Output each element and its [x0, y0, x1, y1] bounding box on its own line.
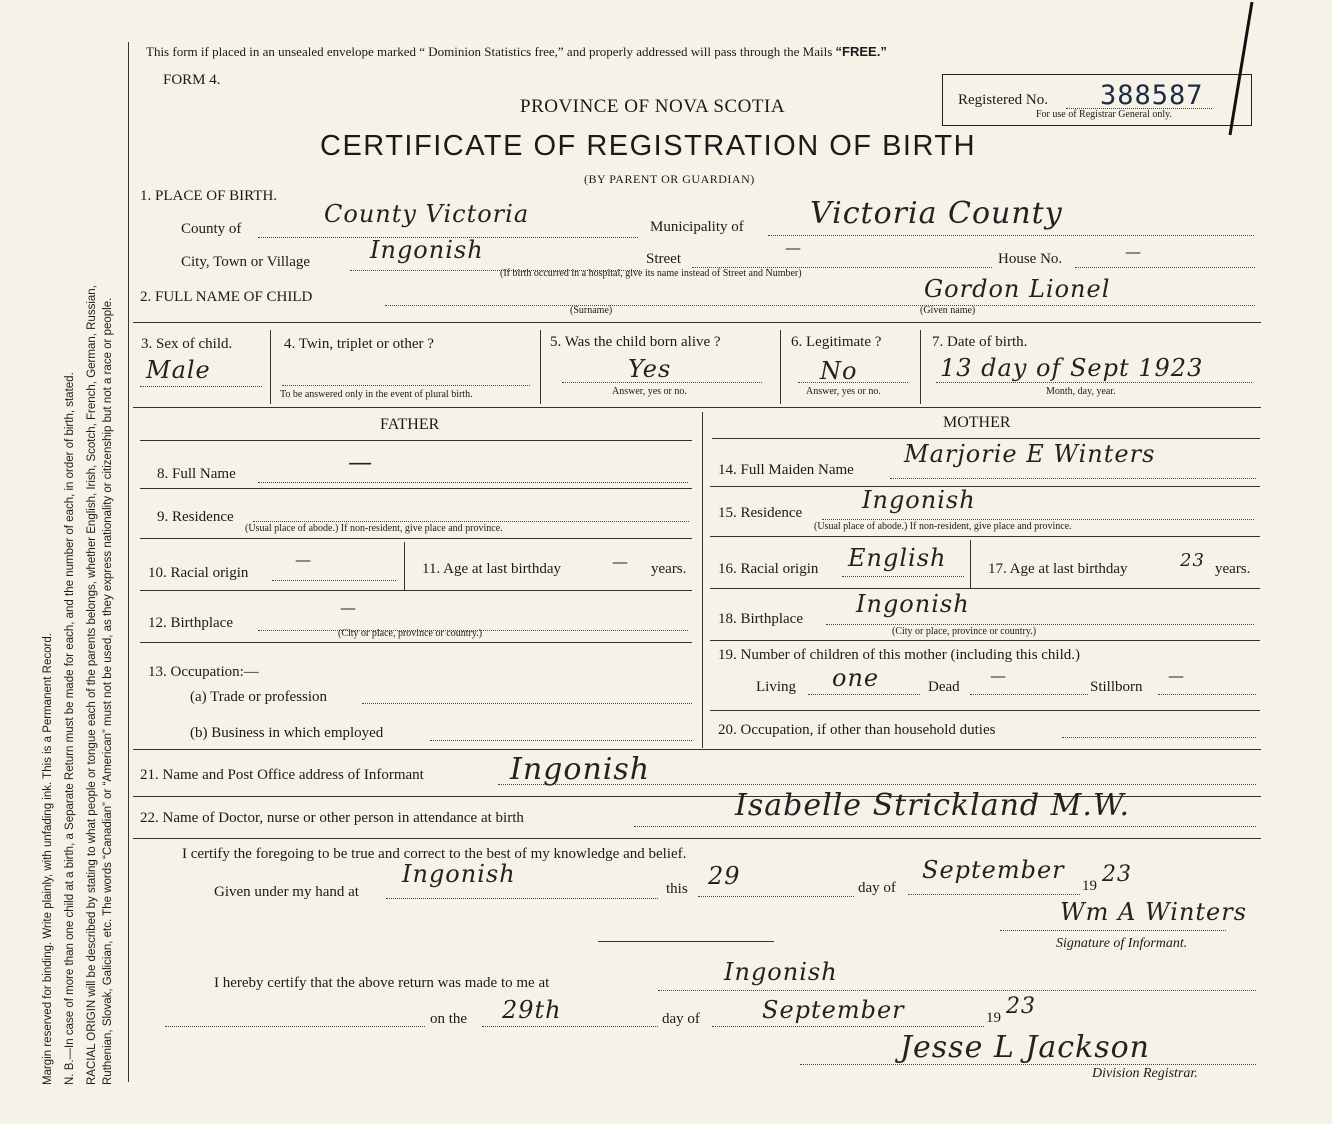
doctor-line	[634, 826, 1256, 827]
doctor-label: 22. Name of Doctor, nurse or other person in attendance at birth	[140, 810, 524, 826]
divider-4-5	[540, 330, 541, 404]
informant-label: 21. Name and Post Office address of Informant	[140, 767, 424, 783]
divider-3-4	[270, 330, 271, 404]
mother-row15-line	[710, 536, 1260, 537]
county-value: County Victoria	[324, 200, 530, 228]
legitimate-line	[798, 382, 908, 383]
child-name-label: 2. FULL NAME OF CHILD	[140, 289, 313, 305]
doctor-value: Isabelle Strickland M.W.	[735, 788, 1131, 823]
registrar-place-value: Ingonish	[724, 958, 838, 986]
father-race-age-divider	[404, 542, 405, 590]
father-birthplace-label: 12. Birthplace	[148, 615, 233, 631]
father-name-value: —	[348, 448, 373, 476]
mother-residence-note: (Usual place of abode.) If non-resident, give place and province.	[814, 521, 1072, 532]
mother-row18-line	[710, 640, 1260, 641]
mail-notice: This form if placed in an unsealed envelope marked “ Dominion Statistics free,” and properly addressed will pass through the Mails “FREE.”	[146, 44, 887, 59]
father-trade-line	[362, 703, 692, 704]
given-at-value: Ingonish	[402, 860, 516, 888]
registrar-day-of-label: day of	[662, 1011, 700, 1027]
municipality-line	[768, 235, 1254, 236]
legitimate-note: Answer, yes or no.	[806, 386, 881, 397]
living-label: Living	[756, 679, 796, 695]
year-suffix: 23	[1102, 862, 1132, 887]
place-of-birth-label: 1. PLACE OF BIRTH.	[140, 188, 278, 204]
child-name-line	[385, 305, 1255, 306]
registrar-month-value: September	[762, 996, 905, 1024]
mother-name-value: Marjorie E Winters	[904, 440, 1156, 468]
mother-age-label: 17. Age at last birthday	[988, 561, 1128, 577]
child-given-name: Gordon Lionel	[924, 275, 1111, 303]
living-line	[808, 694, 920, 695]
registrar-day-value: 29th	[502, 996, 562, 1024]
father-name-label: 8. Full Name	[157, 466, 236, 482]
registrar-signature-caption: Division Registrar.	[1092, 1066, 1198, 1081]
municipality-label: Municipality of	[650, 219, 744, 235]
mail-free: “FREE.”	[835, 44, 887, 59]
mother-residence-line	[822, 519, 1254, 520]
dob-label: 7. Date of birth.	[932, 334, 1028, 350]
row-3-bottom-line	[133, 407, 1261, 408]
margin-notes	[40, 25, 140, 1085]
municipality-value: Victoria County	[810, 196, 1063, 231]
margin-note-3: RACIAL ORIGIN will be described by stating to what people or tongue each of the parents belongs, whether English, Irish, Scotch, French, German, Russian,	[86, 285, 98, 1085]
day-of-label: day of	[858, 880, 896, 896]
month-line	[908, 894, 1080, 895]
registrar-day-line	[482, 1026, 658, 1027]
mother-name-label: 14. Full Maiden Name	[718, 462, 854, 478]
mother-age-value: 23	[1180, 550, 1205, 571]
this-label: this	[666, 881, 688, 897]
registrar-signature-line	[800, 1064, 1256, 1065]
mother-occupation-label: 20. Occupation, if other than household duties	[718, 722, 996, 738]
twin-line	[282, 385, 530, 386]
divider-5-6	[780, 330, 781, 404]
parents-bottom-line	[133, 749, 1261, 750]
father-residence-note: (Usual place of abode.) If non-resident, give place and province.	[245, 523, 503, 534]
sex-line	[140, 386, 262, 387]
born-alive-label: 5. Was the child born alive ?	[550, 334, 721, 350]
father-row10-line	[140, 590, 692, 591]
legitimate-value: No	[820, 357, 858, 385]
given-at-line	[386, 898, 658, 899]
born-alive-note: Answer, yes or no.	[612, 386, 687, 397]
mother-birthplace-note: (City or place, province or country.)	[892, 626, 1037, 637]
certify-statement: I certify the foregoing to be true and correct to the best of my knowledge and belief.	[182, 846, 687, 862]
father-row8-line	[140, 488, 692, 489]
stillborn-label: Stillborn	[1090, 679, 1143, 695]
registrar-statement: I hereby certify that the above return was made to me at	[214, 975, 550, 991]
father-heading: FATHER	[380, 416, 440, 433]
month-value: September	[922, 856, 1065, 884]
twin-note: To be answered only in the event of plural birth.	[280, 389, 473, 400]
house-label: House No.	[998, 251, 1063, 267]
father-row9-line	[140, 538, 692, 539]
mother-birthplace-value: Ingonish	[856, 590, 970, 618]
registrar-year-suffix: 23	[1006, 994, 1036, 1019]
father-years-label: years.	[651, 561, 687, 577]
mother-row19-line	[710, 710, 1260, 711]
registrar-general-note: For use of Registrar General only.	[1036, 109, 1172, 120]
mother-residence-label: 15. Residence	[718, 505, 803, 521]
certificate-subtitle: (BY PARENT OR GUARDIAN)	[584, 172, 755, 186]
given-at-label: Given under my hand at	[214, 884, 359, 900]
registered-label: Registered No.	[958, 92, 1048, 108]
this-day-line	[698, 896, 854, 897]
year-prefix: 19	[1082, 878, 1097, 894]
father-birthplace-note: (City or place, province or country.)	[338, 628, 483, 639]
mother-birthplace-line	[826, 624, 1254, 625]
father-occupation-label: 13. Occupation:—	[148, 664, 259, 680]
father-age-value: —	[612, 552, 629, 571]
given-name-note: (Given name)	[920, 305, 976, 316]
sex-label: 3. Sex of child.	[141, 336, 233, 352]
house-line	[1075, 267, 1255, 268]
certificate-title: CERTIFICATE OF REGISTRATION OF BIRTH	[320, 130, 977, 162]
mother-race-line	[842, 576, 964, 577]
mother-birthplace-label: 18. Birthplace	[718, 611, 803, 627]
father-race-line	[272, 580, 396, 581]
city-label: City, Town or Village	[181, 254, 311, 270]
legitimate-label: 6. Legitimate ?	[791, 334, 882, 350]
father-heading-line	[140, 440, 692, 441]
father-row12-line	[140, 642, 692, 643]
mother-row14-line	[710, 486, 1260, 487]
stillborn-value: —	[1168, 666, 1185, 685]
street-label: Street	[646, 251, 681, 267]
dob-note: Month, day, year.	[1046, 386, 1116, 397]
born-alive-value: Yes	[628, 355, 672, 383]
father-name-line	[258, 482, 688, 483]
informant-value: Ingonish	[510, 752, 651, 787]
section-separator	[598, 941, 774, 942]
stillborn-line	[1158, 694, 1256, 695]
dob-line	[936, 382, 1252, 383]
father-business-line	[430, 740, 692, 741]
county-label: County of	[181, 221, 242, 237]
mother-name-line	[890, 478, 1256, 479]
informant-signature-caption: Signature of Informant.	[1056, 936, 1188, 951]
mother-heading-line	[712, 438, 1260, 439]
dob-value: 13 day of Sept 1923	[940, 354, 1204, 382]
father-birthplace-value: —	[340, 598, 357, 617]
registrar-year-prefix: 19	[986, 1010, 1001, 1026]
father-business-label: (b) Business in which employed	[190, 725, 384, 741]
parents-divider	[702, 412, 703, 748]
mother-race-age-divider	[970, 540, 971, 588]
pen-stroke-mark	[1220, 0, 1260, 140]
row-3-top-line	[133, 322, 1261, 323]
dead-value: —	[990, 666, 1007, 685]
street-value: —	[785, 238, 802, 257]
margin-note-1: Margin reserved for binding. Write plainly, with unfading ink. This is a Permanent Record.	[42, 633, 54, 1085]
mother-children-label: 19. Number of children of this mother (including this child.)	[718, 647, 1081, 663]
divider-6-7	[920, 330, 921, 404]
father-race-value: —	[295, 550, 312, 569]
mother-years-label: years.	[1215, 561, 1251, 577]
this-day-value: 29	[708, 862, 741, 890]
registrar-signature: Jesse L Jackson	[900, 1030, 1150, 1065]
margin-note-2: N. B.—In case of more than one child at a birth, a Separate Return must be made for each, and the number of each, in order of birth, stated.	[64, 372, 76, 1085]
born-alive-line	[562, 382, 762, 383]
province-heading: PROVINCE OF NOVA SCOTIA	[520, 96, 786, 117]
informant-line	[498, 784, 1256, 785]
twin-label: 4. Twin, triplet or other ?	[284, 336, 434, 352]
father-residence-label: 9. Residence	[157, 509, 234, 525]
mother-residence-value: Ingonish	[862, 486, 976, 514]
father-trade-label: (a) Trade or profession	[190, 689, 328, 705]
city-value: Ingonish	[370, 236, 484, 264]
left-border	[128, 42, 129, 1082]
dead-line	[970, 694, 1088, 695]
registrar-place-line	[658, 990, 1256, 991]
mother-occupation-line	[1062, 737, 1256, 738]
mother-race-label: 16. Racial origin	[718, 561, 819, 577]
doctor-bottom-line	[133, 838, 1261, 839]
hospital-note: (If birth occurred in a hospital, give its name instead of Street and Number)	[500, 268, 802, 279]
father-race-label: 10. Racial origin	[148, 565, 249, 581]
father-residence-line	[253, 521, 689, 522]
margin-note-4: Ruthenian, Slovak, Galician, etc. The words “Canadian” or “American” must not be used, as they express nationality or citizenship but not a race or people.	[102, 297, 114, 1085]
living-value: one	[832, 664, 880, 692]
mother-race-value: English	[848, 544, 947, 572]
house-value: —	[1125, 242, 1142, 261]
dead-label: Dead	[928, 679, 960, 695]
sex-value: Male	[146, 356, 211, 384]
father-age-label: 11. Age at last birthday	[422, 561, 561, 577]
on-the-label: on the	[430, 1011, 468, 1027]
informant-signature: Wm A Winters	[1060, 898, 1248, 926]
registered-number: 388587	[1100, 80, 1204, 111]
informant-signature-line	[1000, 930, 1226, 931]
mother-row16-line	[710, 588, 1260, 589]
registrar-lead-line	[165, 1026, 425, 1027]
surname-note: (Surname)	[570, 305, 613, 316]
form-number: FORM 4.	[163, 72, 221, 88]
mother-heading: MOTHER	[943, 414, 1011, 431]
registrar-month-line	[712, 1026, 984, 1027]
